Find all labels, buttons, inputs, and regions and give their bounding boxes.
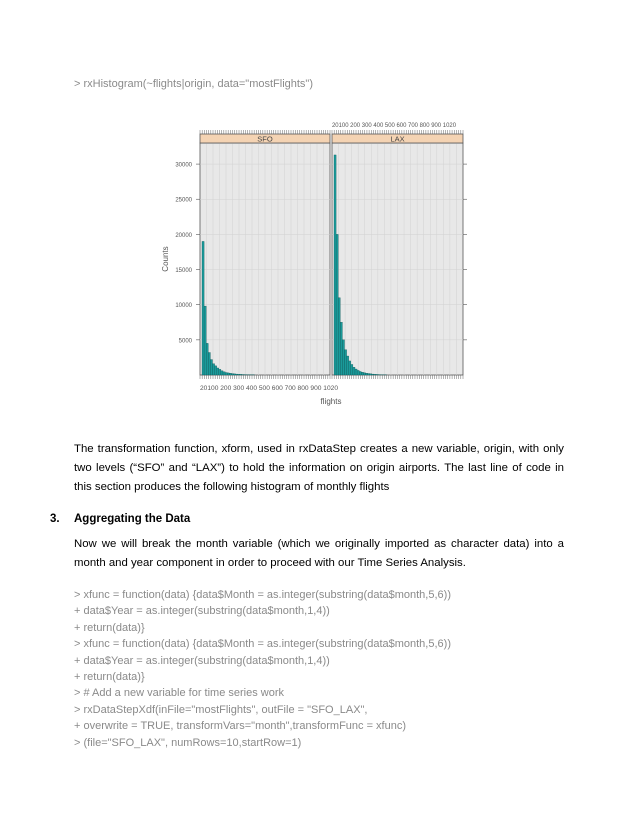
histogram-bar (227, 373, 229, 375)
code-line: > xfunc = function(data) {data$Month = as.integer(substring(data$month,5,6)) (74, 638, 451, 651)
histogram-bar (210, 360, 212, 375)
y-tick-label: 30000 (175, 162, 192, 169)
paragraph-transformation: The transformation function, xform, used in rxDataStep creates a new variable, origin, with only two levels (“SFO” and “LAX”) to hold the information on origin airports. The last line of code in this section produces the following histogram of monthly flights (74, 443, 564, 493)
x-axis-label: flights (320, 397, 342, 406)
histogram-bar (359, 371, 361, 375)
histogram-bar (236, 374, 238, 375)
code-line: + return(data)} (74, 671, 145, 683)
histogram-bar (336, 234, 338, 375)
section-number: 3. (50, 513, 60, 525)
histogram-bar (374, 374, 376, 375)
histogram-bar (202, 241, 204, 375)
histogram-bar (225, 373, 227, 375)
histogram-bar (368, 374, 370, 375)
histogram-bar (353, 367, 355, 375)
y-tick-label: 10000 (175, 303, 192, 310)
paragraph-aggregating: Now we will break the month variable (which we originally imported as character data) into a month and year component in order to proceed with our Time Series Analysis. (74, 538, 564, 569)
histogram-bar (376, 374, 378, 375)
section-heading (50, 513, 190, 525)
histogram-bar (240, 374, 242, 375)
histogram-bar (206, 343, 208, 375)
histogram-bar (349, 361, 351, 375)
histogram-bar (340, 322, 342, 375)
y-tick-label: 25000 (175, 197, 192, 204)
histogram-bar (372, 374, 374, 375)
histogram-command: > rxHistogram(~flights|origin, data="mostFlights") (74, 78, 314, 90)
y-tick-label: 20000 (175, 232, 192, 239)
histogram-bar (221, 371, 223, 375)
histogram-bar (204, 306, 206, 375)
histogram-bar (361, 372, 363, 375)
histogram-bar (342, 340, 344, 375)
histogram-bar (345, 350, 347, 375)
histogram-bar (351, 364, 353, 375)
y-axis-label: Counts (161, 246, 170, 272)
histogram-bar (238, 374, 240, 375)
y-tick-label: 5000 (178, 338, 192, 345)
histogram-bar (363, 373, 365, 375)
x-tick-labels-top: 20100 200 300 400 500 600 700 800 900 1020 (332, 123, 457, 129)
histogram-bar (231, 374, 233, 375)
code-line: > # Add a new variable for time series work (74, 687, 285, 700)
code-line: > xfunc = function(data) {data$Month = as.integer(substring(data$month,5,6)) (74, 589, 451, 601)
histogram-bar (223, 372, 225, 375)
histogram-bar (355, 369, 357, 375)
code-line: > rxDataStepXdf(inFile="mostFlights", outFile = "SFO_LAX", (74, 703, 368, 716)
section-title: Aggregating the Data (74, 513, 191, 525)
panel-strip-label: LAX (390, 134, 405, 144)
histogram-bar (334, 155, 336, 375)
histogram-bar (208, 353, 210, 375)
histogram-bar (370, 374, 372, 375)
histogram-bar (347, 356, 349, 375)
histogram-bar (217, 368, 219, 375)
histogram-bar (357, 370, 359, 375)
histogram-bar (229, 373, 231, 375)
code-line: + overwrite = TRUE, transformVars="month",transformFunc = xfunc) (74, 720, 407, 733)
code-line: + return(data)} (74, 621, 145, 634)
code-line: + data$Year = as.integer(substring(data$month,1,4)) (74, 605, 330, 618)
histogram-bar (234, 374, 236, 375)
x-tick-labels: 20100 200 300 400 500 600 700 800 900 1020 (200, 386, 339, 392)
histogram-bar (213, 364, 215, 375)
panel-strip-label: SFO (257, 134, 273, 144)
histogram-bar (338, 298, 340, 375)
code-line: > (file="SFO_LAX", numRows=10,startRow=1) (74, 736, 302, 749)
histogram-bar (215, 366, 217, 375)
code-line: + data$Year = as.integer(substring(data$month,1,4)) (74, 654, 330, 667)
histogram-bar (219, 369, 221, 375)
histogram-bar (366, 373, 368, 375)
y-tick-label: 15000 (175, 268, 192, 275)
